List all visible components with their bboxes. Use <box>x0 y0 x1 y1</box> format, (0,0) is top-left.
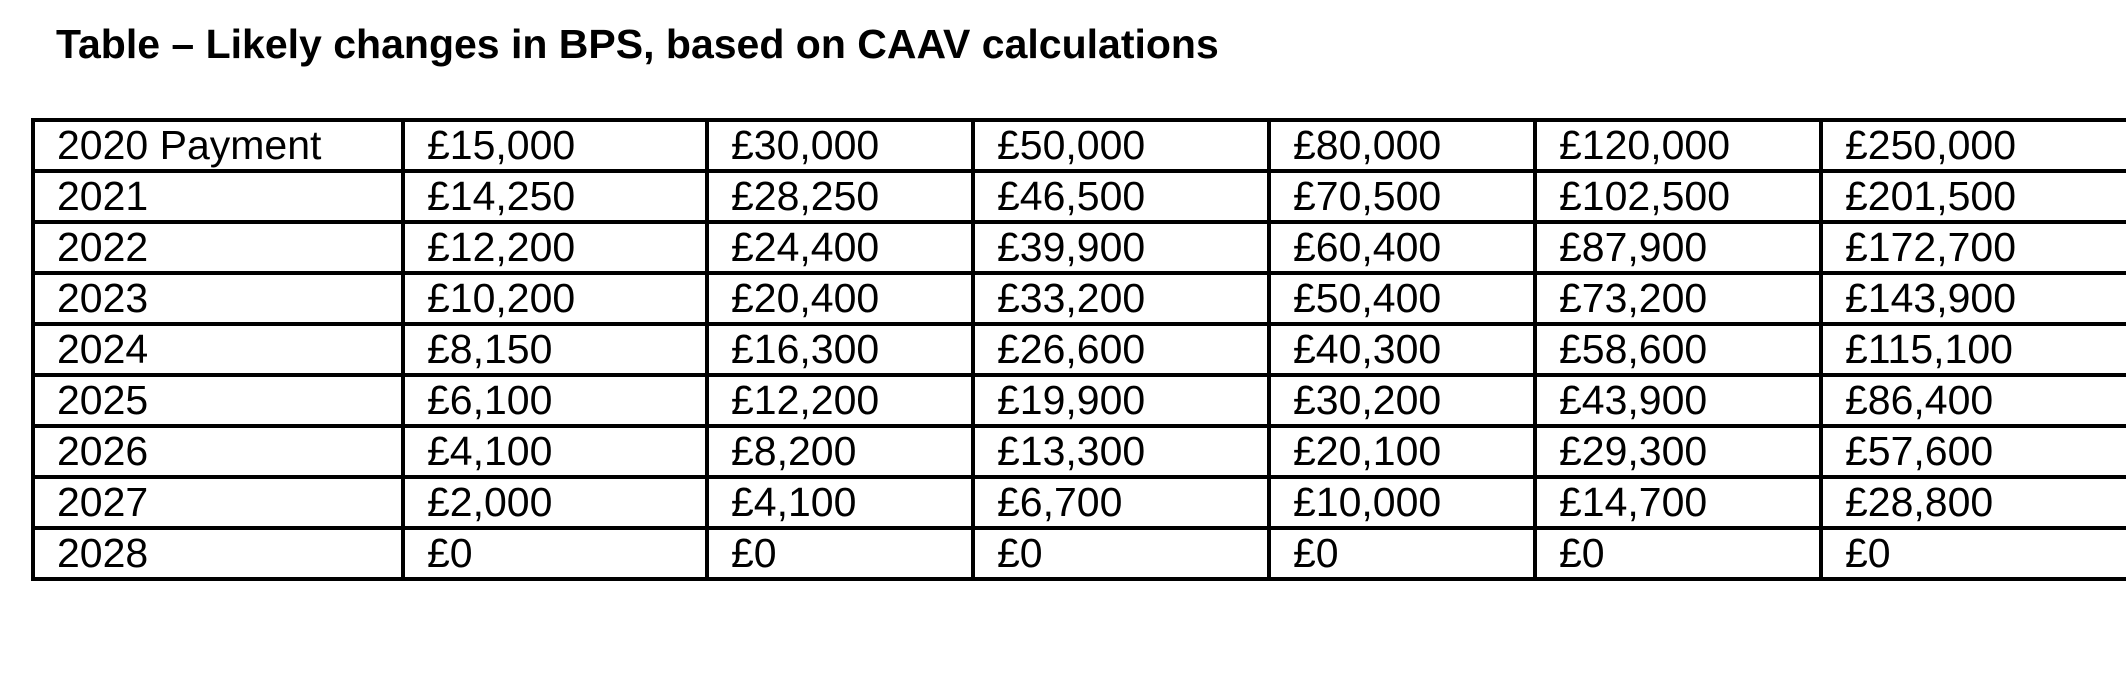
payment-cell: £20,400 <box>707 273 973 324</box>
payment-cell: £80,000 <box>1269 120 1535 171</box>
payment-cell: £0 <box>1269 528 1535 579</box>
payment-cell: £26,600 <box>973 324 1269 375</box>
row-year-cell: 2027 <box>33 477 403 528</box>
row-year-cell: 2024 <box>33 324 403 375</box>
payment-cell: £143,900 <box>1821 273 2126 324</box>
row-year-cell: 2025 <box>33 375 403 426</box>
payment-cell: £120,000 <box>1535 120 1821 171</box>
payment-cell: £115,100 <box>1821 324 2126 375</box>
payment-cell: £0 <box>707 528 973 579</box>
payment-cell: £46,500 <box>973 171 1269 222</box>
payment-cell: £172,700 <box>1821 222 2126 273</box>
payment-cell: £40,300 <box>1269 324 1535 375</box>
payment-cell: £4,100 <box>403 426 707 477</box>
payment-cell: £19,900 <box>973 375 1269 426</box>
payment-cell: £15,000 <box>403 120 707 171</box>
payment-cell: £12,200 <box>707 375 973 426</box>
payment-cell: £102,500 <box>1535 171 1821 222</box>
payment-cell: £6,100 <box>403 375 707 426</box>
row-year-cell: 2022 <box>33 222 403 273</box>
payment-cell: £16,300 <box>707 324 973 375</box>
payment-cell: £0 <box>973 528 1269 579</box>
payment-cell: £30,000 <box>707 120 973 171</box>
payment-cell: £60,400 <box>1269 222 1535 273</box>
table-title: Table – Likely changes in BPS, based on CAAV calculations <box>56 21 1219 67</box>
payment-cell: £43,900 <box>1535 375 1821 426</box>
table-body <box>33 120 2126 579</box>
row-year-cell: 2023 <box>33 273 403 324</box>
row-year-cell: 2021 <box>33 171 403 222</box>
payment-cell: £13,300 <box>973 426 1269 477</box>
payment-cell: £250,000 <box>1821 120 2126 171</box>
payment-cell: £10,200 <box>403 273 707 324</box>
payment-cell: £58,600 <box>1535 324 1821 375</box>
row-year-cell: 2026 <box>33 426 403 477</box>
payment-cell: £33,200 <box>973 273 1269 324</box>
payment-cell: £73,200 <box>1535 273 1821 324</box>
payment-cell: £8,150 <box>403 324 707 375</box>
payment-cell: £20,100 <box>1269 426 1535 477</box>
payment-cell: £24,400 <box>707 222 973 273</box>
payment-cell: £12,200 <box>403 222 707 273</box>
payment-cell: £87,900 <box>1535 222 1821 273</box>
payment-cell: £50,400 <box>1269 273 1535 324</box>
payment-cell: £201,500 <box>1821 171 2126 222</box>
payment-cell: £70,500 <box>1269 171 1535 222</box>
table-row <box>33 273 2126 324</box>
payment-cell: £29,300 <box>1535 426 1821 477</box>
payment-cell: £14,700 <box>1535 477 1821 528</box>
table-row <box>33 426 2126 477</box>
payment-cell: £0 <box>403 528 707 579</box>
table-row <box>33 528 2126 579</box>
table-row <box>33 222 2126 273</box>
table-row <box>33 375 2126 426</box>
table-row <box>33 324 2126 375</box>
payment-cell: £86,400 <box>1821 375 2126 426</box>
payment-cell: £14,250 <box>403 171 707 222</box>
bps-changes-table <box>31 118 2126 581</box>
payment-cell: £8,200 <box>707 426 973 477</box>
payment-cell: £28,800 <box>1821 477 2126 528</box>
payment-cell: £10,000 <box>1269 477 1535 528</box>
payment-cell: £2,000 <box>403 477 707 528</box>
payment-cell: £28,250 <box>707 171 973 222</box>
payment-cell: £50,000 <box>973 120 1269 171</box>
row-year-cell: 2028 <box>33 528 403 579</box>
payment-cell: £6,700 <box>973 477 1269 528</box>
row-year-cell: 2020 Payment <box>33 120 403 171</box>
payment-cell: £39,900 <box>973 222 1269 273</box>
table-row <box>33 171 2126 222</box>
payment-cell: £0 <box>1535 528 1821 579</box>
table-row <box>33 477 2126 528</box>
table-row <box>33 120 2126 171</box>
payment-cell: £4,100 <box>707 477 973 528</box>
payment-cell: £0 <box>1821 528 2126 579</box>
payment-cell: £30,200 <box>1269 375 1535 426</box>
payment-cell: £57,600 <box>1821 426 2126 477</box>
